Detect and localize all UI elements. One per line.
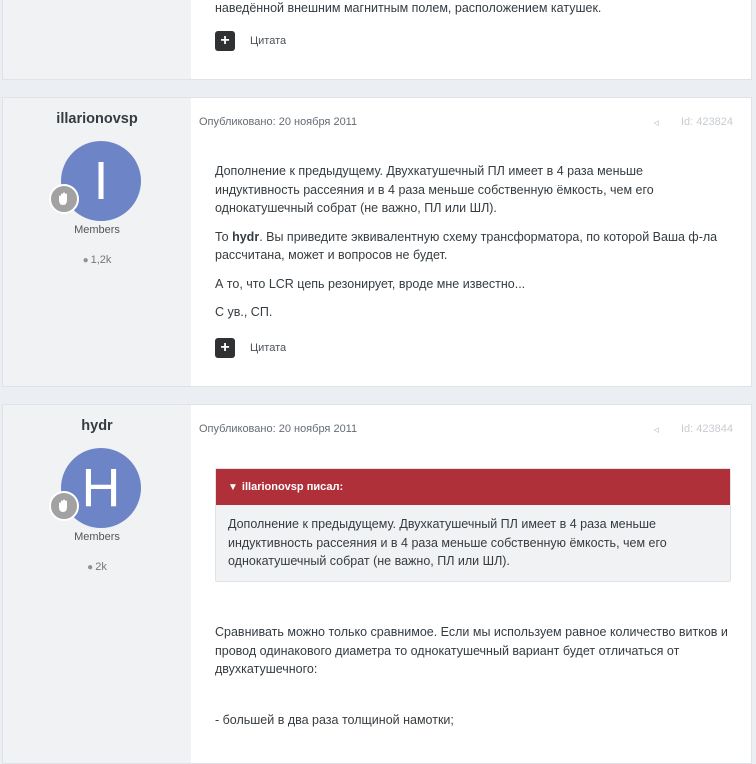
author-group: Members bbox=[74, 531, 120, 543]
blockquote bbox=[215, 468, 731, 582]
post-body bbox=[215, 0, 731, 28]
post-paragraph: наведённой внешним магнитным полем, расположением катушек. bbox=[215, 1, 602, 15]
post-hydr bbox=[2, 404, 752, 764]
avatar[interactable]: H bbox=[61, 448, 141, 528]
post-paragraph: С ув., СП. bbox=[215, 305, 273, 319]
post-body bbox=[215, 623, 731, 739]
post-content bbox=[191, 98, 751, 386]
rank-badge-icon bbox=[49, 184, 79, 214]
post-date[interactable]: Опубликовано: 20 ноября 2011 bbox=[199, 423, 358, 435]
plus-icon[interactable]: + bbox=[215, 338, 235, 358]
quote-button-label[interactable]: Цитата bbox=[250, 35, 287, 47]
hand-icon bbox=[55, 497, 73, 515]
chevron-down-icon[interactable]: ▼ bbox=[228, 482, 238, 493]
post-body bbox=[215, 162, 731, 332]
mention-bold: hydr bbox=[232, 229, 260, 244]
author-column bbox=[3, 98, 191, 386]
post-paragraph bbox=[215, 228, 731, 265]
post-paragraph: Сравнивать можно только сравнимое. Если мы используем равное количество витков и провод одинакового диаметра то однокатушечный вариант будет отличаться от двухкатушечного: bbox=[215, 625, 728, 676]
post-illarionovsp bbox=[2, 97, 752, 387]
post-count-value: 1,2k bbox=[90, 254, 112, 266]
post-count bbox=[3, 561, 191, 573]
comment-icon: ● bbox=[87, 562, 94, 573]
post-paragraph: - большей в два раза толщиной намотки; bbox=[215, 712, 454, 727]
post-id: Id: 423844 bbox=[681, 423, 733, 435]
avatar[interactable]: I bbox=[61, 141, 141, 221]
post-content bbox=[191, 0, 751, 79]
post-count bbox=[3, 254, 191, 266]
blockquote-header[interactable] bbox=[216, 469, 730, 505]
author-column bbox=[3, 0, 191, 79]
hand-icon bbox=[55, 190, 73, 208]
blockquote-body: Дополнение к предыдущему. Двухкатушечный ПЛ имеет в 4 раза меньше индуктивность рассеяния и в 4 раза меньше собственную ёмкость, чем его однокатушечный собрат (не важно, ПЛ или ШЛ). bbox=[216, 505, 730, 581]
post-previous bbox=[2, 0, 752, 80]
post-content bbox=[191, 405, 751, 763]
share-icon[interactable]: ◃ bbox=[653, 117, 659, 129]
author-name[interactable]: illarionovsp bbox=[56, 111, 138, 127]
post-count-value: 2k bbox=[95, 561, 107, 573]
post-paragraph: А то, что LCR цепь резонирует, вроде мне известно... bbox=[215, 276, 526, 291]
quote-button-label[interactable]: Цитата bbox=[250, 342, 287, 354]
text-span: . Вы приведите эквивалентную схему трансформатора, по которой Ваша ф-ла рассчитана, может и вопросов не будет. bbox=[215, 229, 718, 262]
quote-action[interactable] bbox=[215, 338, 286, 358]
post-id: Id: 423824 bbox=[681, 116, 733, 128]
author-group: Members bbox=[74, 224, 120, 236]
plus-icon[interactable]: + bbox=[215, 31, 235, 51]
author-name[interactable]: hydr bbox=[81, 418, 113, 434]
comment-icon: ● bbox=[82, 255, 89, 266]
post-date[interactable]: Опубликовано: 20 ноября 2011 bbox=[199, 116, 358, 128]
author-column bbox=[3, 405, 191, 763]
rank-badge-icon bbox=[49, 491, 79, 521]
blockquote-citation: illarionovsp писал: bbox=[241, 481, 344, 493]
text-span: То bbox=[215, 229, 233, 244]
post-paragraph: Дополнение к предыдущему. Двухкатушечный ПЛ имеет в 4 раза меньше индуктивность рассеяния и в 4 раза меньше собственную ёмкость, чем его однокатушечный собрат (не важно, ПЛ или ШЛ). bbox=[215, 164, 654, 215]
share-icon[interactable]: ◃ bbox=[653, 424, 659, 436]
quote-action[interactable] bbox=[215, 31, 286, 51]
